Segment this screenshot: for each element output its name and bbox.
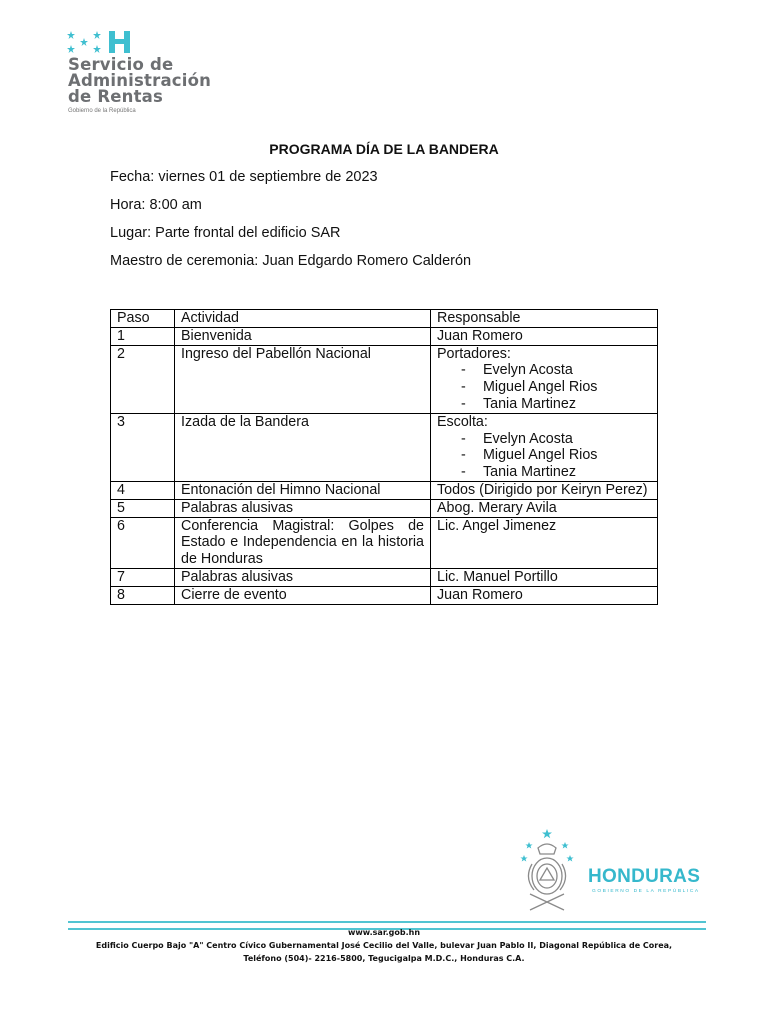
actividad-cell: Cierre de evento: [175, 586, 431, 604]
coat-of-arms-icon: [516, 828, 582, 914]
responsable-cell: Abog. Merary Avila: [431, 499, 658, 517]
table-row: [111, 517, 658, 568]
actividad-cell: Entonación del Himno Nacional: [175, 481, 431, 499]
paso-cell: 8: [111, 586, 175, 604]
actividad-cell: Bienvenida: [175, 327, 431, 345]
paso-cell: 1: [111, 327, 175, 345]
org-line-3: de Rentas: [68, 87, 164, 106]
header-responsable: Responsable: [431, 310, 658, 328]
footer-address: Edificio Cuerpo Bajo "A" Centro Cívico Gubernamental José Cecilio del Valle, bulevar Juan Pablo II, Diagonal República de Corea,: [95, 941, 673, 950]
actividad-cell: Izada de la Bandera: [175, 413, 431, 481]
list-item: - Tania Martinez: [461, 395, 576, 412]
org-name: [68, 57, 211, 105]
table-row: [111, 499, 658, 517]
table-header-row: [111, 310, 658, 328]
list-item: - Miguel Angel Rios: [461, 379, 598, 396]
list-item: - Evelyn Acosta: [461, 362, 573, 379]
honduras-subtitle: GOBIERNO DE LA REPÚBLICA: [592, 889, 700, 894]
program-table: [110, 309, 658, 605]
paso-cell: 7: [111, 568, 175, 586]
responsable-label: Portadores:: [437, 345, 511, 362]
footer-web: www.sar.gob.hn: [347, 928, 421, 937]
responsable-cell: Juan Romero: [431, 586, 658, 604]
paso-cell: 6: [111, 517, 175, 568]
actividad-cell: Palabras alusivas: [175, 568, 431, 586]
hora-line: Hora: 8:00 am: [110, 197, 202, 213]
h-stars-logo-icon: [66, 30, 136, 56]
responsable-cell: Lic. Manuel Portillo: [431, 568, 658, 586]
honduras-brand: [516, 828, 716, 914]
org-line-1: Servicio de: [68, 55, 174, 74]
paso-cell: 3: [111, 413, 175, 481]
table-row: [111, 568, 658, 586]
list-item: - Evelyn Acosta: [461, 430, 573, 447]
table-row: [111, 586, 658, 604]
responsable-list: [437, 362, 651, 412]
footer-phone: Teléfono (504)- 2216-5800, Tegucigalpa M.D.C., Honduras C.A.: [243, 954, 525, 963]
list-item: - Tania Martinez: [461, 464, 576, 481]
responsable-cell: [431, 345, 658, 413]
list-item: - Miguel Angel Rios: [461, 447, 598, 464]
responsable-cell: [431, 413, 658, 481]
table-row: [111, 481, 658, 499]
responsable-cell: Todos (Dirigido por Keiryn Perez): [431, 481, 658, 499]
fecha-line: Fecha: viernes 01 de septiembre de 2023: [110, 169, 378, 185]
honduras-wordmark: HONDURAS: [588, 866, 701, 887]
header-paso: Paso: [111, 310, 175, 328]
actividad-cell: Palabras alusivas: [175, 499, 431, 517]
actividad-cell: Ingreso del Pabellón Nacional: [175, 345, 431, 413]
table-row: [111, 413, 658, 481]
paso-cell: 2: [111, 345, 175, 413]
actividad-cell: Conferencia Magistral: Golpes de Estado e Independencia en la historia de Honduras: [175, 517, 431, 568]
responsable-cell: Lic. Angel Jimenez: [431, 517, 658, 568]
org-line-2: Administración: [68, 71, 212, 90]
lugar-line: Lugar: Parte frontal del edificio SAR: [110, 225, 341, 241]
table-row: [111, 345, 658, 413]
header-actividad: Actividad: [175, 310, 431, 328]
paso-cell: 4: [111, 481, 175, 499]
responsable-cell: Juan Romero: [431, 327, 658, 345]
maestro-line: Maestro de ceremonia: Juan Edgardo Romero Calderón: [110, 253, 472, 269]
responsable-label: Escolta:: [437, 413, 488, 430]
paso-cell: 5: [111, 499, 175, 517]
org-subtitle: Gobierno de la República: [68, 108, 136, 114]
document-title: PROGRAMA DÍA DE LA BANDERA: [269, 141, 499, 157]
table-row: [111, 327, 658, 345]
responsable-list: [437, 431, 651, 481]
